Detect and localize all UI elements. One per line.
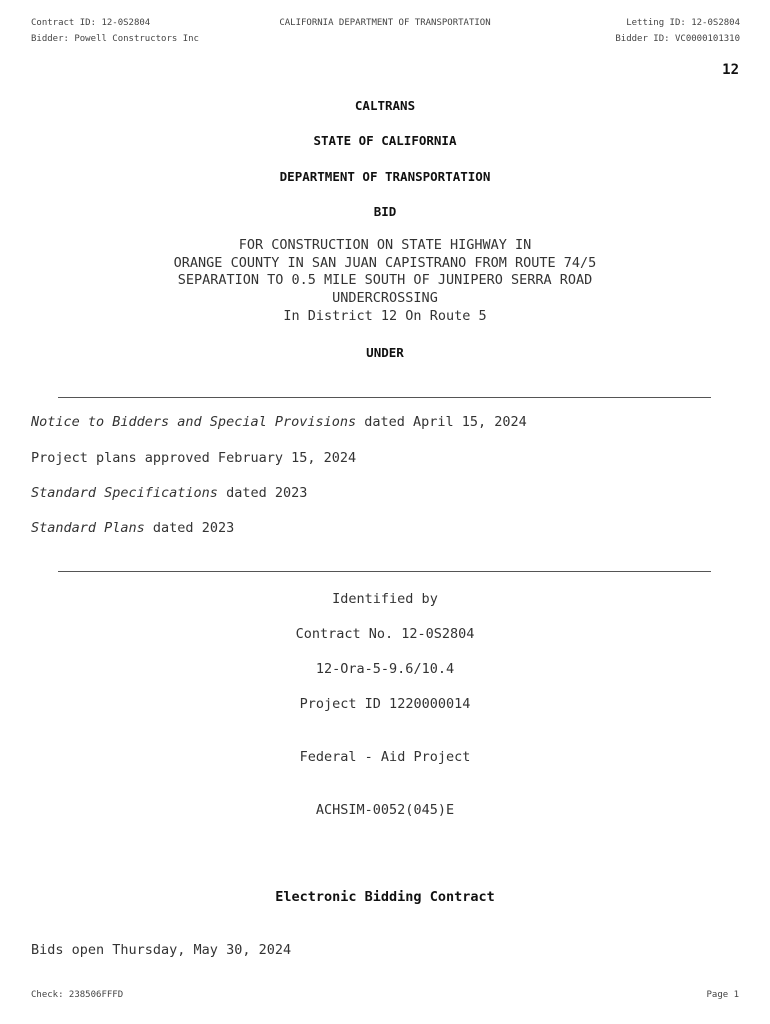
description-line: ORANGE COUNTY IN SAN JUAN CAPISTRANO FROM ROUTE 74/5 <box>173 254 597 271</box>
notice-date: dated April 15, 2024 <box>356 414 527 430</box>
bids-open-date: Bids open Thursday, May 30, 2024 <box>31 942 292 958</box>
standard-specifications <box>31 485 307 501</box>
description-line: UNDERCROSSING <box>332 290 438 307</box>
bidder-id: Bidder ID: VC0000101310 <box>615 34 740 44</box>
specs-title: Standard Specifications <box>31 485 218 501</box>
notice-title: Notice to Bidders and Special Provisions <box>31 414 357 430</box>
title-state: STATE OF CALIFORNIA <box>313 133 457 148</box>
page-number: 12 <box>722 62 739 78</box>
notice-to-bidders <box>31 414 527 430</box>
title-department: DEPARTMENT OF TRANSPORTATION <box>279 169 491 184</box>
contract-id: Contract ID: 12-0S2804 <box>31 18 151 28</box>
std-plans-title: Standard Plans <box>31 520 145 536</box>
letting-id: Letting ID: 12-0S2804 <box>626 18 740 28</box>
description-line: In District 12 On Route 5 <box>283 307 487 324</box>
project-plans: Project plans approved February 15, 2024 <box>31 450 357 466</box>
standard-plans <box>31 520 234 536</box>
std-plans-date: dated 2023 <box>144 520 235 536</box>
contract-type: Electronic Bidding Contract <box>275 889 495 905</box>
description-line: SEPARATION TO 0.5 MILE SOUTH OF JUNIPERO SERRA ROAD <box>177 272 593 289</box>
description-line: FOR CONSTRUCTION ON STATE HIGHWAY IN <box>238 237 532 253</box>
identified-by: Identified by <box>332 591 438 607</box>
bidder-name: Bidder: Powell Constructors Inc <box>31 34 199 44</box>
project-description <box>0 237 770 326</box>
project-id: Project ID 1220000014 <box>299 696 471 712</box>
location-code: 12-Ora-5-9.6/10.4 <box>315 661 455 677</box>
page-footer: Page 1 <box>706 990 739 1000</box>
title-bid: BID <box>373 204 397 219</box>
title-caltrans: CALTRANS <box>354 98 416 113</box>
divider <box>58 397 711 398</box>
check-code: Check: 238506FFFD <box>31 990 124 1000</box>
agency-header: CALIFORNIA DEPARTMENT OF TRANSPORTATION <box>279 18 491 28</box>
federal-aid-project: Federal - Aid Project <box>299 749 471 765</box>
specs-date: dated 2023 <box>217 485 308 501</box>
federal-project-number: ACHSIM-0052(045)E <box>315 802 455 818</box>
contract-number: Contract No. 12-0S2804 <box>295 626 475 642</box>
divider <box>58 571 711 572</box>
under-label: UNDER <box>366 345 404 360</box>
